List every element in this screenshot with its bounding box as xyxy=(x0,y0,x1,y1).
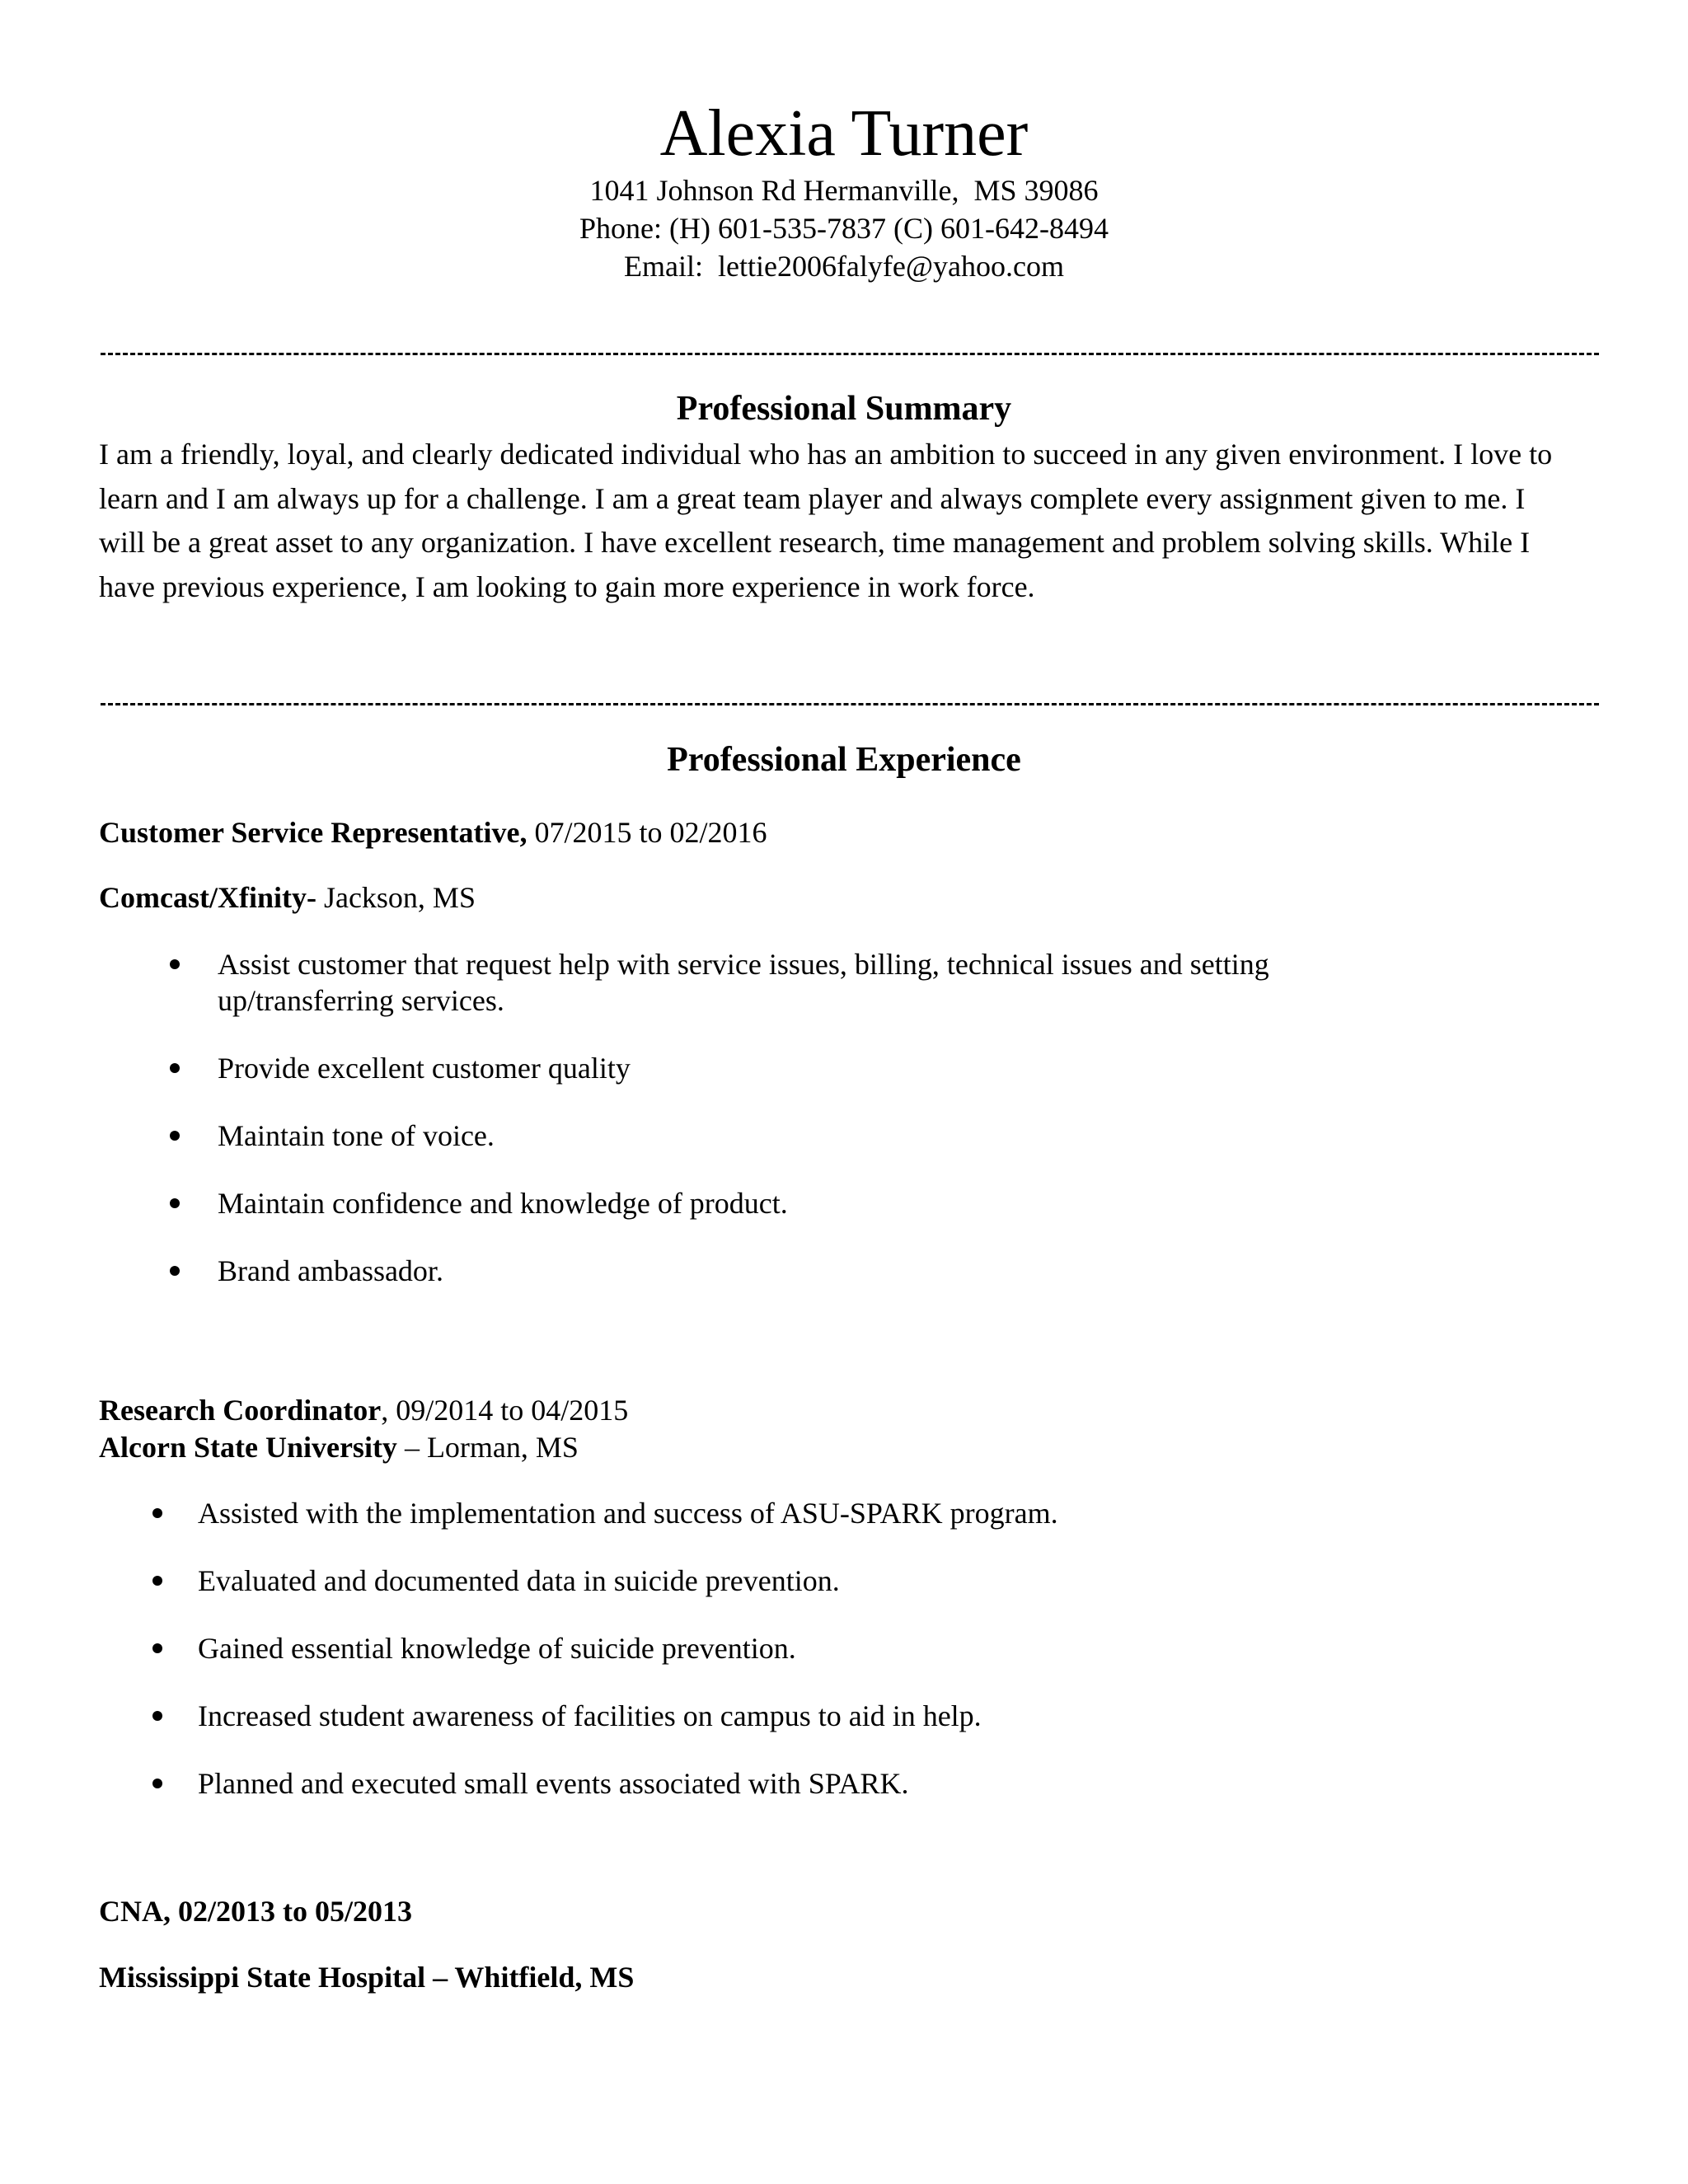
candidate-name: Alexia Turner xyxy=(659,97,1029,170)
address: 1041 Johnson Rd Hermanville, MS 39086 xyxy=(589,174,1099,207)
bullet-icon xyxy=(170,959,180,969)
job-position: CNA, 02/2013 to 05/2013 xyxy=(99,1895,412,1928)
job-title-line xyxy=(99,1892,412,1930)
bullet-icon xyxy=(152,1643,162,1653)
employer-location: – Lorman, MS xyxy=(396,1431,579,1464)
job-duties-list xyxy=(198,1495,1517,1833)
list-item xyxy=(198,1765,1517,1802)
employer-line xyxy=(99,1958,634,1996)
duty-text: Provide excellent customer quality xyxy=(218,1052,631,1085)
duty-text: Brand ambassador. xyxy=(218,1254,443,1287)
duty-text: Evaluated and documented data in suicide prevention. xyxy=(198,1564,840,1597)
list-item xyxy=(198,1630,1517,1666)
job-position: Research Coordinator xyxy=(99,1394,382,1427)
duty-text: Assist customer that request help with service issues, billing, technical issues and setting up/transferring services. xyxy=(218,948,1269,1017)
duty-text: Assisted with the implementation and success of ASU-SPARK program. xyxy=(198,1497,1058,1530)
list-item xyxy=(218,1118,1421,1154)
bullet-icon xyxy=(170,1198,180,1208)
job-dates: , 09/2014 to 04/2015 xyxy=(381,1394,629,1427)
employer-line xyxy=(99,879,476,916)
duty-text: Maintain confidence and knowledge of product. xyxy=(218,1187,788,1220)
email-address: Email: lettie2006falyfe@yahoo.com xyxy=(624,250,1064,283)
summary-heading: Professional Summary xyxy=(676,390,1012,428)
bullet-icon xyxy=(152,1576,162,1586)
employer-name: Alcorn State University xyxy=(99,1431,397,1464)
list-item xyxy=(218,946,1421,1019)
job-title-line xyxy=(99,1391,628,1429)
job-position: Customer Service Representative, xyxy=(99,816,528,849)
employer-name: Comcast/Xfinity- xyxy=(99,881,316,914)
summary-text: I am a friendly, loyal, and clearly dedicated individual who has an ambition to succeed in any given environment. I love to learn and I am always up for a challenge. I am a great team player and always complete every assignment given to me. I will be a great asset to any organization. I have excellent research, time management and problem solving skills. While I have previous experience, I am looking to gain more experience in work force. xyxy=(99,438,1553,603)
list-item xyxy=(198,1495,1517,1531)
duty-text: Planned and executed small events associated with SPARK. xyxy=(198,1767,909,1800)
section-divider xyxy=(101,353,1599,355)
bullet-icon xyxy=(170,1131,180,1141)
bullet-icon xyxy=(170,1266,180,1276)
employer-line xyxy=(99,1428,579,1466)
list-item xyxy=(218,1253,1421,1289)
duty-text: Increased student awareness of facilities on campus to aid in help. xyxy=(198,1699,982,1732)
job-dates: 07/2015 to 02/2016 xyxy=(527,816,767,849)
employer-location: Jackson, MS xyxy=(316,881,476,914)
section-divider xyxy=(101,703,1599,705)
bullet-icon xyxy=(152,1508,162,1518)
duty-text: Gained essential knowledge of suicide prevention. xyxy=(198,1632,796,1665)
list-item xyxy=(218,1185,1421,1221)
duty-text: Maintain tone of voice. xyxy=(218,1119,495,1152)
job-title-line xyxy=(99,813,767,851)
employer-name: Mississippi State Hospital – Whitfield, MS xyxy=(99,1961,635,1994)
phone-numbers: Phone: (H) 601-535-7837 (C) 601-642-8494 xyxy=(579,212,1109,245)
bullet-icon xyxy=(152,1779,162,1788)
list-item xyxy=(218,1050,1421,1086)
experience-heading: Professional Experience xyxy=(667,741,1021,779)
bullet-icon xyxy=(170,1063,180,1073)
job-duties-list xyxy=(218,946,1421,1320)
list-item xyxy=(198,1563,1517,1599)
bullet-icon xyxy=(152,1711,162,1721)
list-item xyxy=(198,1698,1517,1734)
